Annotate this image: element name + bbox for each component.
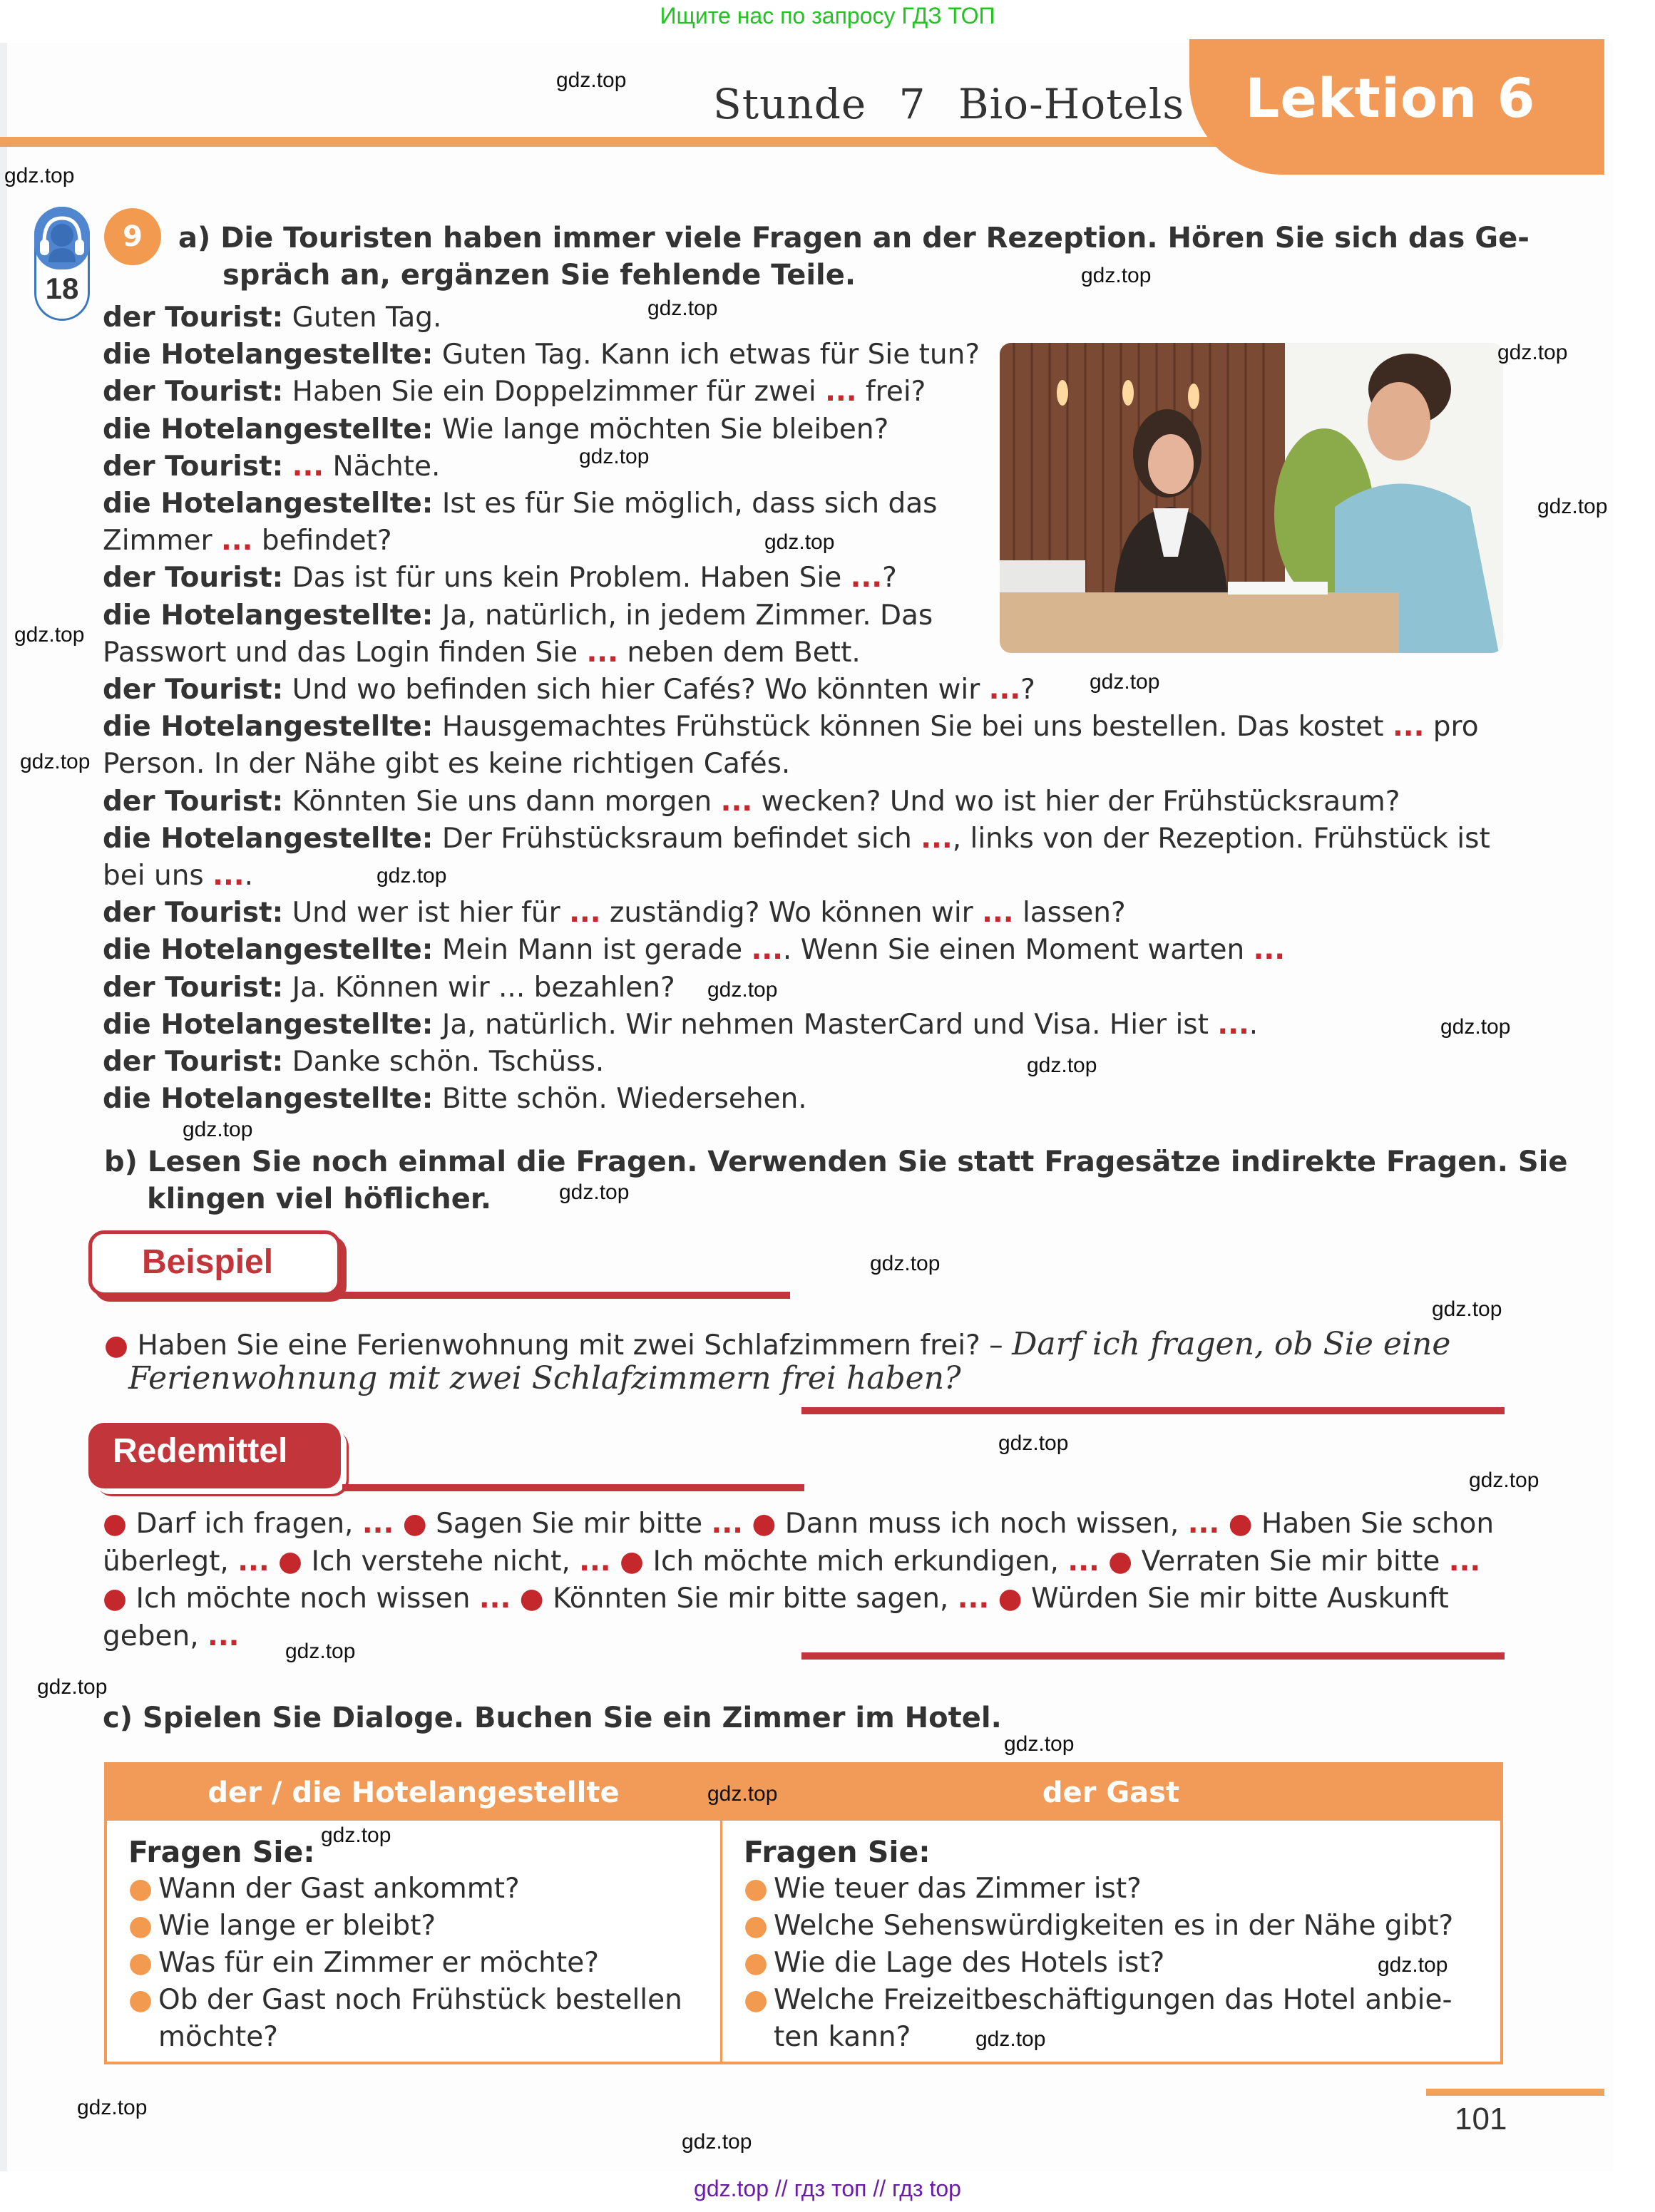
watermark: gdz.top (975, 2027, 1046, 2051)
prompt: Fragen Sie: (128, 1835, 315, 1869)
headphones-icon (34, 207, 90, 269)
bullet-icon: ● (744, 1873, 769, 1905)
dialogue-text: Zimmer (103, 525, 221, 557)
question-text: Wie lange er bleibt? (158, 1910, 436, 1942)
gap-marker: ... (1253, 934, 1286, 967)
reception-photo (1000, 343, 1503, 653)
dialogue-line (103, 783, 1515, 821)
dialogue-text: Guten Tag. Kann ich etwas für Sie tun? (441, 339, 980, 371)
redemittel-phrase: Ich verstehe nicht, (311, 1545, 580, 1578)
watermark: gdz.top (1497, 341, 1568, 364)
watermark: gdz.top (1440, 1015, 1511, 1039)
question-text: Welche Sehenswürdigkeiten es in der Nähe gibt? (774, 1910, 1454, 1942)
task-c: c) Spielen Sie Dialoge. Buchen Sie ein Zimmer im Hotel. (103, 1702, 1002, 1734)
dialogue-line (103, 299, 1515, 336)
speaker-label: der Tourist: (103, 376, 284, 408)
dialogue-text: Wie lange möchten Sie bleiben? (441, 413, 889, 446)
speaker-label: der Tourist: (103, 674, 284, 706)
question-item (128, 1908, 699, 1945)
dialogue-text: . Wenn Sie einen Moment warten (782, 934, 1254, 967)
watermark: gdz.top (579, 445, 650, 468)
header-rule (0, 137, 1226, 147)
watermark: gdz.top (376, 864, 447, 888)
dialogue-text: Haben Sie ein Doppelzimmer für zwei (292, 376, 826, 408)
dialogue-text: Guten Tag. (292, 302, 442, 334)
redemittel-label: Redemittel (113, 1432, 288, 1470)
watermark: gdz.top (77, 2096, 148, 2119)
speaker-label: der Tourist: (103, 897, 284, 930)
dialogue-line (103, 709, 1515, 746)
beispiel-question: Haben Sie eine Ferienwohnung mit zwei Schlafzimmern frei? – (137, 1329, 1003, 1362)
col-header-hotelangestellte: der / die Hotelangestellte (107, 1765, 720, 1821)
col-header-gast: der Gast (722, 1765, 1500, 1821)
speaker-label: die Hotelangestellte: (103, 934, 434, 967)
dialogue-text: Ja, natürlich, in jedem Zimmer. Das (441, 599, 933, 632)
redemittel-end-rule (801, 1652, 1505, 1660)
redemittel-phrase: Könnten Sie mir bitte sagen, (553, 1583, 958, 1615)
speaker-label: die Hotelangestellte: (103, 1008, 434, 1041)
dialogue-text: neben dem Bett. (618, 636, 861, 669)
gap-marker: ... (921, 822, 953, 855)
redemittel-phrase: Sagen Sie mir bitte (436, 1508, 712, 1540)
dialogue-text: zuständig? Wo können wir (600, 897, 983, 930)
gap-marker: ... (586, 636, 618, 669)
dialogue-line (103, 1007, 1515, 1044)
dialogue-line (103, 746, 1515, 783)
speaker-label: der Tourist: (103, 1046, 284, 1079)
gap-marker: ... (850, 562, 883, 595)
bullet-icon: ● (128, 1947, 153, 1979)
watermark: gdz.top (764, 530, 835, 554)
dialogue-line (103, 1044, 1515, 1081)
question-item (744, 1945, 1479, 1982)
redemittel-label-box (88, 1423, 341, 1488)
watermark: gdz.top (321, 1823, 391, 1847)
dialogue-text: Und wer ist hier für (292, 897, 570, 930)
question-item (128, 1982, 699, 2056)
gap-marker: ... (362, 1508, 394, 1540)
dialogue-line (103, 672, 1515, 709)
dialogue-text: Passwort und das Login finden Sie (103, 636, 587, 669)
watermark: gdz.top (707, 1782, 778, 1806)
dialogue-text: Der Frühstücksraum befindet sich (441, 822, 921, 855)
dialogue-text: . (1249, 1008, 1259, 1041)
gap-marker: ... (237, 1545, 270, 1578)
stunde-title: Bio-Hotels (958, 80, 1185, 128)
speaker-label: der Tourist: (103, 302, 284, 334)
speaker-label: die Hotelangestellte: (103, 711, 434, 744)
question-text: Was für ein Zimmer er möchte? (158, 1947, 599, 1979)
task-b-line2: klingen viel höflicher. (147, 1183, 492, 1215)
redemittel-phrase: Haben Sie schon (1261, 1508, 1495, 1540)
col-gast (722, 1821, 1500, 2062)
gap-marker: ... (988, 674, 1021, 706)
watermark: gdz.top (1090, 670, 1160, 694)
bullet-icon: ● (103, 1583, 136, 1615)
watermark: gdz.top (870, 1252, 941, 1275)
question-item (744, 1982, 1479, 2056)
gap-marker: ... (1067, 1545, 1100, 1578)
redemittel-rule (342, 1484, 804, 1491)
dialogue-line (103, 969, 1515, 1007)
dialogue-line (103, 932, 1515, 969)
speaker-label: die Hotelangestellte: (103, 599, 434, 632)
gap-marker: ... (478, 1583, 511, 1615)
page-number: 101 (1455, 2102, 1507, 2136)
gap-marker: ... (579, 1545, 611, 1578)
question-text: Welche Freizeitbeschäftigungen das Hotel anbie-ten kann? (774, 1984, 1452, 2053)
task-a-line1: a) Die Touristen haben immer viele Fragen an der Rezeption. Hören Sie sich das Ge- (178, 222, 1530, 254)
role-table (104, 1762, 1503, 2064)
watermark: gdz.top (285, 1640, 356, 1663)
gap-marker: ... (212, 860, 245, 892)
dialogue-line (103, 821, 1515, 858)
dialogue-line (103, 895, 1515, 932)
gap-marker: ... (1448, 1545, 1481, 1578)
lektion-label: Lektion 6 (1245, 66, 1536, 130)
prompt: Fragen Sie: (744, 1835, 931, 1869)
dialogue-text: Ja. Können wir ... bezahlen? (292, 971, 675, 1004)
watermark: gdz.top (37, 1675, 108, 1699)
redemittel-phrase: Ich möchte mich erkundigen, (652, 1545, 1068, 1578)
stunde-label: Stunde 7 (713, 80, 926, 128)
watermark: gdz.top (707, 978, 778, 1002)
dialogue-text: Und wo befinden sich hier Cafés? Wo könnten wir (292, 674, 989, 706)
dialogue-text: Nächte. (324, 450, 441, 483)
speaker-label: der Tourist: (103, 562, 284, 595)
dialogue-text: Person. In der Nähe gibt es keine richtigen Cafés. (103, 748, 791, 781)
question-text: Wie die Lage des Hotels ist? (774, 1947, 1165, 1979)
watermark: gdz.top (1469, 1468, 1539, 1492)
question-item (744, 1871, 1479, 1908)
speaker-label: die Hotelangestellte: (103, 488, 434, 520)
gap-marker: ... (957, 1583, 990, 1615)
redemittel-phrase: Ich möchte noch wissen (135, 1583, 479, 1615)
dialogue-text: Könnten Sie uns dann morgen (292, 785, 721, 818)
question-item (128, 1871, 699, 1908)
dialogue-line (103, 1081, 1515, 1118)
task-b-line1: b) Lesen Sie noch einmal die Fragen. Verwenden Sie statt Fragesätze indirekte Fragen. Sie (104, 1146, 1568, 1178)
gap-marker: ... (220, 525, 253, 557)
beispiel-end-rule (801, 1407, 1505, 1414)
watermark: gdz.top (20, 750, 91, 773)
gap-marker: ... (825, 376, 857, 408)
bullet-icon: ● (128, 1910, 153, 1942)
speaker-label: die Hotelangestellte: (103, 339, 434, 371)
dialogue-text: befindet? (252, 525, 392, 557)
bullet-icon: ● (1108, 1545, 1142, 1578)
speaker-label: der Tourist: (103, 450, 284, 483)
bullet-icon: ● (744, 1984, 769, 2016)
gap-marker: ... (982, 897, 1014, 930)
dialogue-text: frei? (856, 376, 926, 408)
watermark: gdz.top (4, 164, 75, 187)
gap-marker: ... (751, 934, 783, 967)
beispiel-rule (335, 1292, 790, 1299)
beispiel-answer-line2: Ferienwohnung mit zwei Schlafzimmern frei haben? (128, 1360, 961, 1396)
bullet-icon: ● (620, 1545, 653, 1578)
bullet-icon: ● (752, 1508, 785, 1540)
redemittel-phrase: überlegt, (103, 1545, 238, 1578)
page-number-rule (1426, 2089, 1604, 2096)
dialogue-text: ? (1020, 674, 1035, 706)
redemittel-phrases (103, 1506, 1507, 1655)
audio-track-number: 18 (45, 272, 79, 305)
bullet-icon: ● (519, 1583, 553, 1615)
bullet-icon: ● (128, 1984, 153, 2016)
speaker-label: die Hotelangestellte: (103, 413, 434, 446)
watermark: gdz.top (1378, 1953, 1448, 1977)
bullet-icon: ● (1228, 1508, 1261, 1540)
redemittel-phrase: Darf ich fragen, (135, 1508, 362, 1540)
top-banner: Ищите нас по запросу ГДЗ ТОП (660, 3, 995, 29)
beispiel-label-box (88, 1230, 341, 1296)
watermark: gdz.top (1027, 1054, 1097, 1077)
question-item (128, 1945, 699, 1982)
lesson-title (713, 80, 1184, 128)
speaker-label: der Tourist: (103, 785, 284, 818)
beispiel-answer-line1: Darf ich fragen, ob Sie eine (1012, 1326, 1451, 1362)
gap-marker: ... (1217, 1008, 1249, 1041)
dialogue-text: Ist es für Sie möglich, dass sich das (441, 488, 938, 520)
watermark: gdz.top (556, 68, 627, 92)
watermark: gdz.top (647, 297, 718, 320)
speaker-label: die Hotelangestellte: (103, 822, 434, 855)
dialogue-text: Bitte schön. Wiedersehen. (441, 1083, 807, 1116)
bullet-icon: ● (103, 1508, 136, 1540)
dialogue-text: Danke schön. Tschüss. (292, 1046, 605, 1079)
watermark: gdz.top (998, 1431, 1069, 1455)
bullet-icon: ● (104, 1329, 129, 1362)
footer-links: gdz.top // гдз топ // гдз top (694, 2176, 961, 2201)
gap-marker: ... (711, 1508, 743, 1540)
dialogue-text: Das ist für uns kein Problem. Haben Sie (292, 562, 851, 595)
gap-marker: ... (720, 785, 753, 818)
bullet-icon: ● (128, 1873, 153, 1905)
dialogue-text: bei uns (103, 860, 213, 892)
dialogue-text: Ja, natürlich. Wir nehmen MasterCard und Visa. Hier ist (441, 1008, 1218, 1041)
bullet-icon: ● (278, 1545, 312, 1578)
watermark: gdz.top (14, 623, 85, 647)
speaker-label: die Hotelangestellte: (103, 1083, 434, 1116)
bullet-icon: ● (744, 1910, 769, 1942)
dialogue-text: Hausgemachtes Frühstück können Sie bei uns bestellen. Das kostet (441, 711, 1393, 744)
dialogue-text: lassen? (1013, 897, 1126, 930)
watermark: gdz.top (1081, 264, 1152, 287)
watermark: gdz.top (682, 2130, 752, 2154)
gap-marker: ... (1187, 1508, 1220, 1540)
gap-marker: ... (1392, 711, 1425, 744)
question-item (744, 1908, 1479, 1945)
gap-marker: ... (207, 1620, 240, 1652)
dialogue-line (103, 858, 1515, 895)
redemittel-line (103, 1580, 1507, 1618)
question-text: Wann der Gast ankommt? (158, 1873, 520, 1905)
audio-track-badge[interactable] (34, 207, 90, 321)
watermark: gdz.top (559, 1180, 630, 1204)
watermark: gdz.top (1432, 1297, 1502, 1321)
beispiel-example (104, 1326, 1450, 1362)
beispiel-label: Beispiel (142, 1243, 274, 1281)
bullet-icon: ● (744, 1947, 769, 1979)
col-hotelangestellte (107, 1821, 720, 2062)
dialogue-text: , links von der Rezeption. Frühstück ist (952, 822, 1490, 855)
watermark: gdz.top (1004, 1732, 1075, 1756)
bullet-icon: ● (998, 1583, 1032, 1615)
exercise-number: 9 (104, 208, 161, 265)
dialogue-text: ? (882, 562, 897, 595)
redemittel-phrase: Verraten Sie mir bitte (1141, 1545, 1449, 1578)
redemittel-phrase: Dann muss ich noch wissen, (784, 1508, 1188, 1540)
lektion-tab (1189, 39, 1604, 175)
gap-marker: ... (569, 897, 601, 930)
speaker-label: der Tourist: (103, 971, 284, 1004)
dialogue-text: . (244, 860, 253, 892)
redemittel-phrase: Würden Sie mir bitte Auskunft (1031, 1583, 1449, 1615)
dialogue-text: wecken? Und wo ist hier der Frühstücksraum? (752, 785, 1400, 818)
watermark: gdz.top (183, 1118, 253, 1141)
dialogue-text: pro (1424, 711, 1479, 744)
redemittel-line (103, 1506, 1507, 1543)
question-text: Ob der Gast noch Frühstück bestellen möchte? (158, 1984, 682, 2053)
bullet-icon: ● (402, 1508, 436, 1540)
redemittel-phrase: geben, (103, 1620, 208, 1652)
question-text: Wie teuer das Zimmer ist? (774, 1873, 1142, 1905)
dialogue-text: Mein Mann ist gerade (441, 934, 752, 967)
redemittel-line (103, 1543, 1507, 1581)
gap-marker: ... (292, 450, 324, 483)
watermark: gdz.top (1537, 495, 1608, 518)
task-a-line2: spräch an, ergänzen Sie fehlende Teile. (222, 259, 856, 292)
